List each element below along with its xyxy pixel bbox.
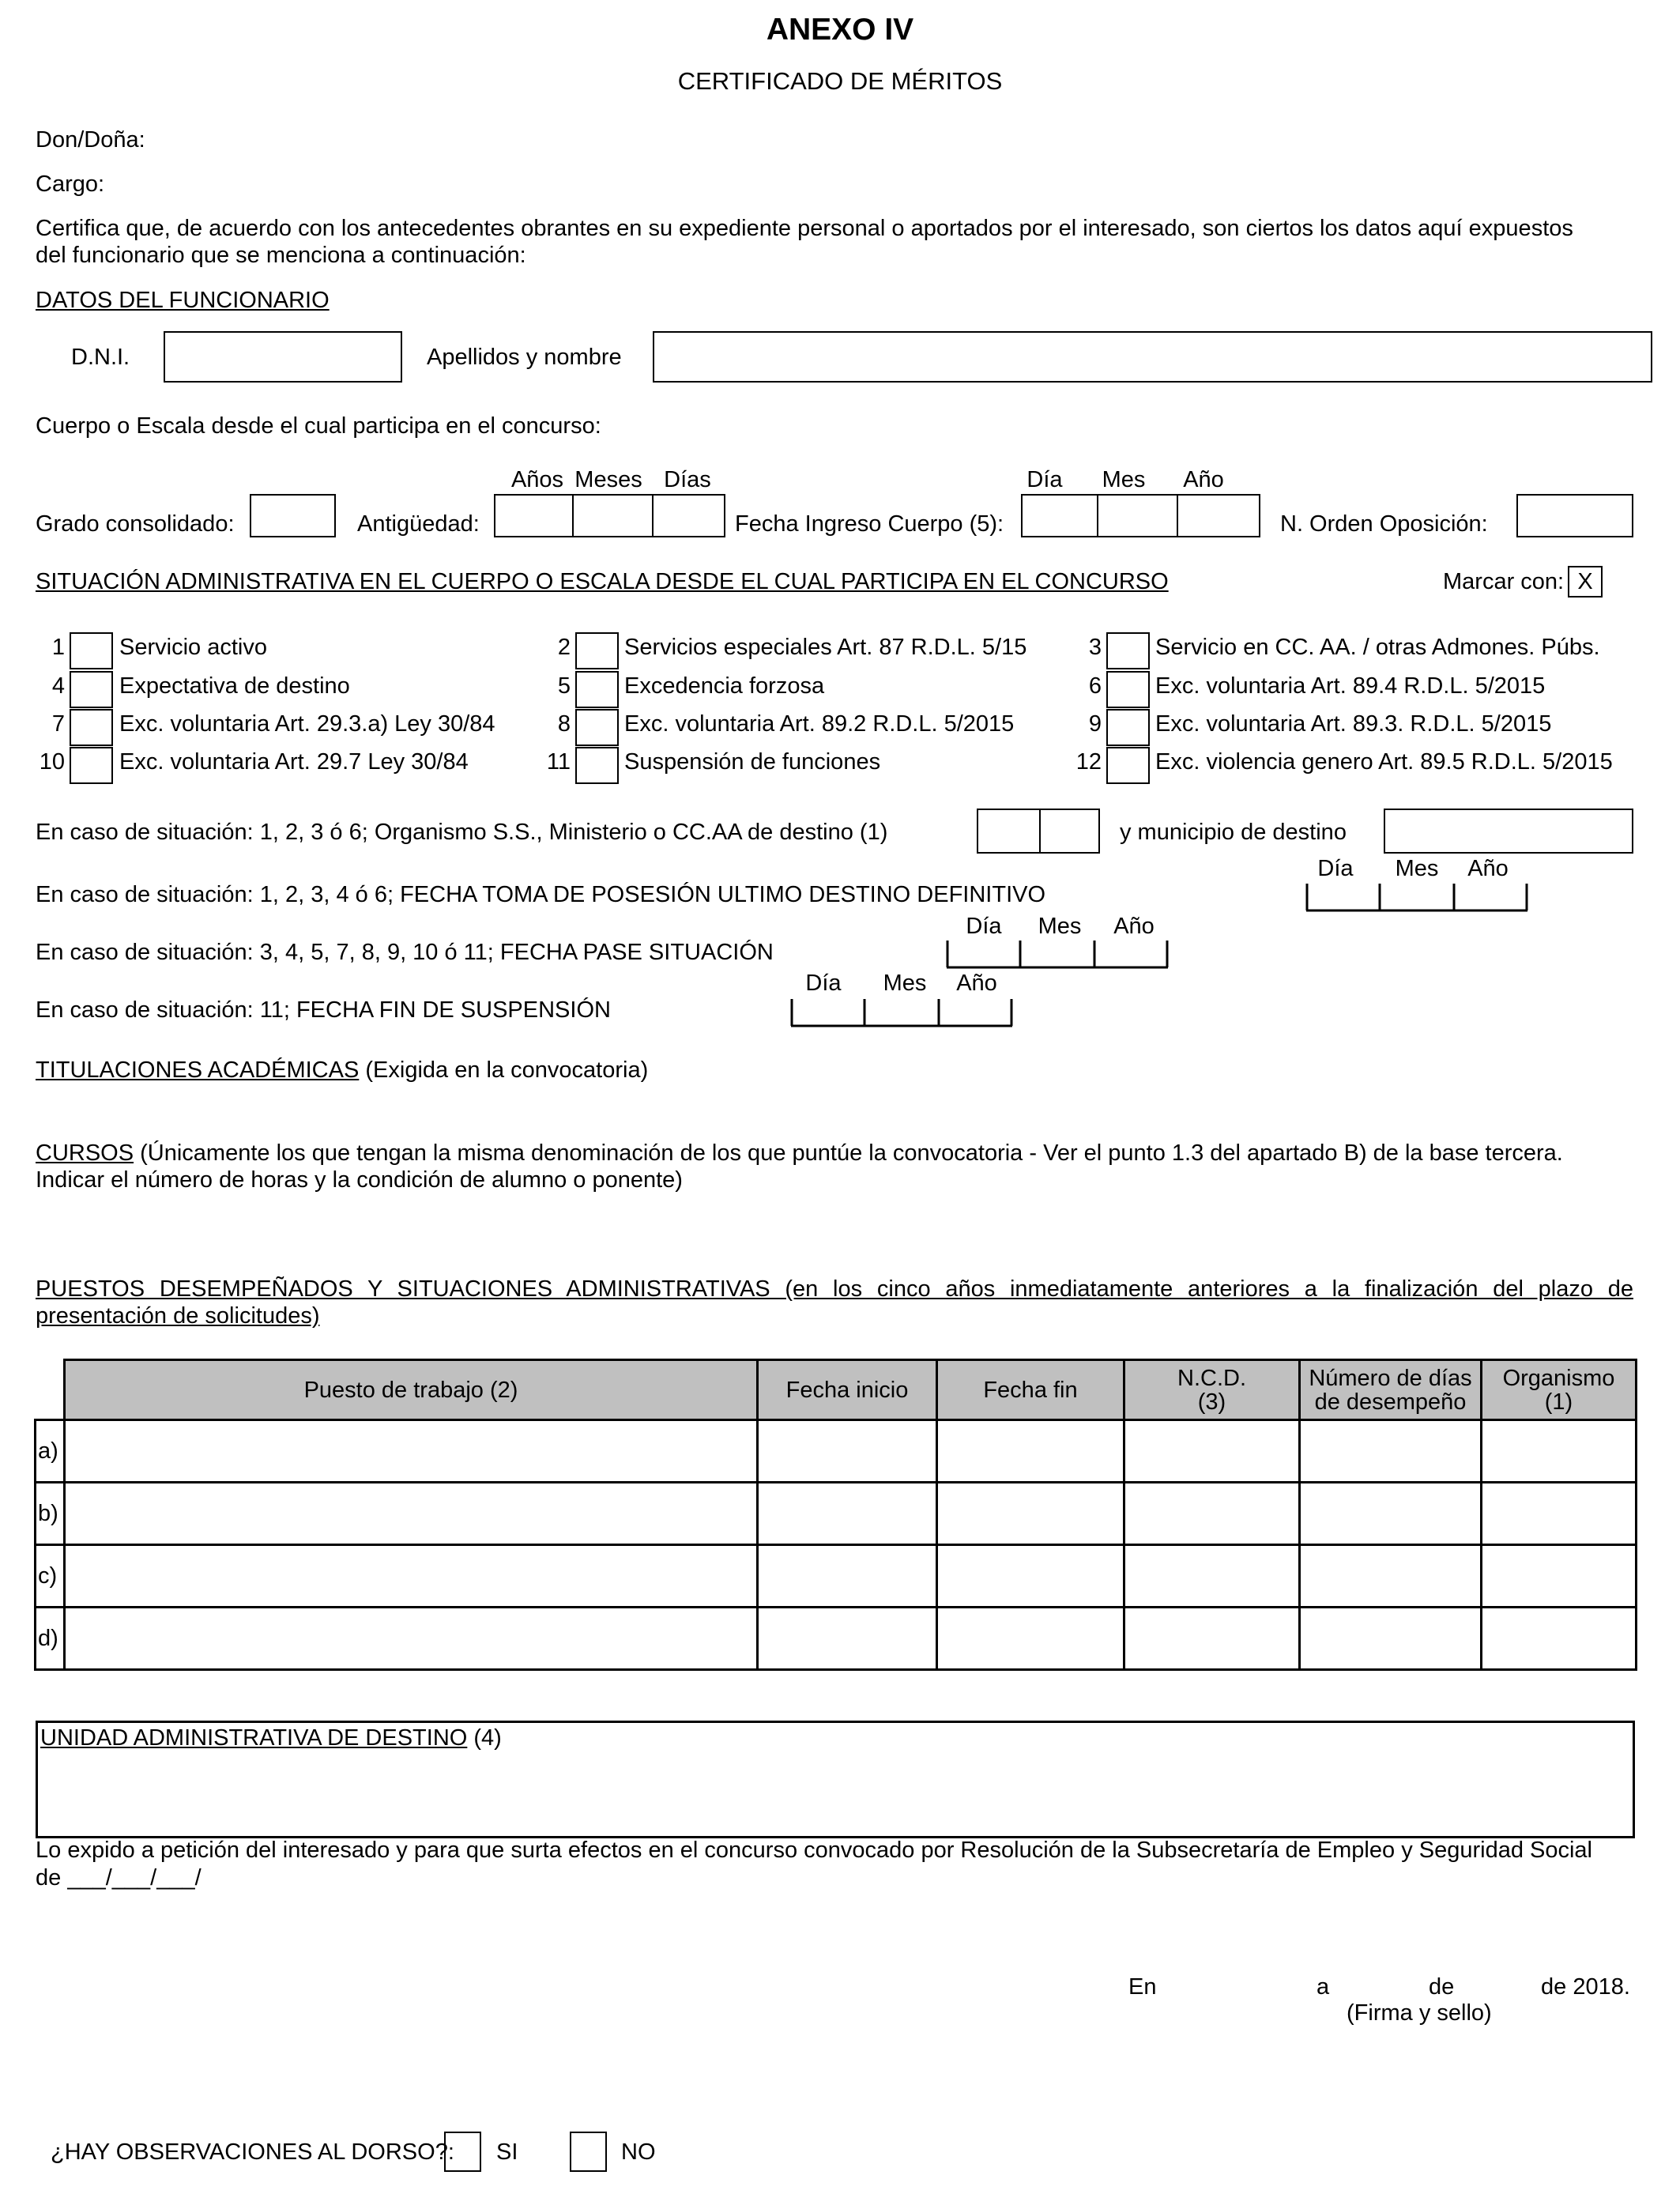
caso-fin-label: En caso de situación: 11; FECHA FIN DE SUSPENSIÓN	[36, 997, 611, 1023]
cell-fecha-fin[interactable]	[937, 1420, 1124, 1483]
col-header-dias-l1: Número de días	[1309, 1365, 1472, 1391]
toma-col-mes: Mes	[1395, 856, 1439, 881]
cell-puesto[interactable]	[65, 1483, 758, 1545]
page-title: ANEXO IV	[766, 13, 914, 47]
col-header-puesto	[65, 1360, 758, 1420]
nombre-field[interactable]	[653, 331, 1652, 383]
organismo-field-2[interactable]	[1039, 809, 1100, 854]
unidad-title: UNIDAD ADMINISTRATIVA DE DESTINO	[40, 1725, 468, 1751]
situacion-num-5: 5	[557, 673, 571, 699]
observaciones-si-checkbox[interactable]	[444, 2132, 481, 2172]
col-header-fecha-fin-text: Fecha fin	[983, 1377, 1078, 1403]
col-header-dias	[1300, 1360, 1482, 1420]
antiguedad-col-dias: Días	[664, 467, 711, 492]
cell-dias[interactable]	[1300, 1420, 1482, 1483]
situacion-num-9: 9	[1088, 711, 1102, 737]
col-header-ncd	[1124, 1360, 1300, 1420]
situacion-label-8: Exc. voluntaria Art. 89.2 R.D.L. 5/2015	[624, 711, 1015, 737]
cursos-note-line1: (Únicamente los que tengan la misma denominación de los que puntúe la convocatoria - Ver el punto 1.3 del apartado B) de la base tercera.	[134, 1140, 1563, 1166]
date-cells-graphic	[790, 999, 1013, 1027]
cell-organismo[interactable]	[1482, 1483, 1637, 1545]
situacion-num-11: 11	[546, 749, 571, 775]
fin-col-dia: Día	[805, 971, 842, 996]
antiguedad-label: Antigüedad:	[357, 511, 480, 537]
situacion-num-1: 1	[51, 635, 65, 660]
antiguedad-dias-field[interactable]	[652, 494, 725, 537]
caso-pase-label: En caso de situación: 3, 4, 5, 7, 8, 9, 10 ó 11; FECHA PASE SITUACIÓN	[36, 940, 774, 965]
grado-label: Grado consolidado:	[36, 511, 235, 537]
lugar-en-label: En	[1128, 1974, 1157, 2000]
caso-organismo-label: En caso de situación: 1, 2, 3 ó 6; Organismo S.S., Ministerio o CC.AA de destino (1)	[36, 820, 888, 845]
situacion-checkbox-2[interactable]	[575, 632, 619, 669]
antiguedad-anos-field[interactable]	[494, 494, 574, 537]
situacion-checkbox-12[interactable]	[1106, 747, 1150, 784]
fin-col-mes: Mes	[883, 971, 927, 996]
table-row	[36, 1483, 1637, 1545]
situacion-num-6: 6	[1088, 673, 1102, 699]
situacion-checkbox-9[interactable]	[1106, 709, 1150, 746]
cell-ncd[interactable]	[1124, 1483, 1300, 1545]
ingreso-mes-field[interactable]	[1097, 494, 1178, 537]
toma-col-dia: Día	[1317, 856, 1354, 881]
fecha-a-label: a	[1317, 1974, 1330, 2000]
fin-date-field[interactable]	[790, 999, 1013, 1027]
situacion-label-3: Servicio en CC. AA. / otras Admones. Púbs.	[1155, 635, 1600, 660]
col-header-organismo	[1482, 1360, 1637, 1420]
antiguedad-col-anos: Años	[510, 467, 564, 492]
section-situacion: SITUACIÓN ADMINISTRATIVA EN EL CUERPO O ESCALA DESDE EL CUAL PARTICIPA EN EL CONCURSO	[36, 569, 1169, 594]
orden-field[interactable]	[1516, 494, 1633, 537]
cursos-title: CURSOS	[36, 1140, 134, 1166]
situacion-num-12: 12	[1075, 749, 1102, 775]
firma-label: (Firma y sello)	[1347, 2000, 1492, 2026]
cell-fecha-fin[interactable]	[937, 1545, 1124, 1608]
unidad-heading	[40, 1725, 502, 1751]
cell-fecha-fin[interactable]	[937, 1483, 1124, 1545]
nombre-label: Apellidos y nombre	[427, 345, 622, 370]
situacion-checkbox-6[interactable]	[1106, 671, 1150, 708]
antiguedad-meses-field[interactable]	[572, 494, 654, 537]
dni-field[interactable]	[164, 331, 402, 383]
grado-field[interactable]	[250, 494, 336, 537]
pase-col-ano: Año	[1113, 914, 1155, 939]
pase-date-field[interactable]	[946, 941, 1169, 969]
ingreso-col-dia: Día	[1026, 467, 1063, 492]
organismo-field-1[interactable]	[977, 809, 1041, 854]
cell-dias[interactable]	[1300, 1608, 1482, 1670]
cell-dias[interactable]	[1300, 1483, 1482, 1545]
situacion-label-7: Exc. voluntaria Art. 29.3.a) Ley 30/84	[119, 711, 495, 737]
col-header-organismo-l1: Organismo	[1502, 1365, 1615, 1391]
cargo-label: Cargo:	[36, 172, 105, 197]
cursos-note-line2: Indicar el número de horas y la condición de alumno o ponente)	[36, 1167, 683, 1193]
situacion-label-1: Servicio activo	[119, 635, 267, 660]
cell-ncd[interactable]	[1124, 1608, 1300, 1670]
situacion-label-12: Exc. violencia genero Art. 89.5 R.D.L. 5/2015	[1155, 749, 1613, 775]
situacion-num-3: 3	[1088, 635, 1102, 660]
situacion-checkbox-11[interactable]	[575, 747, 619, 784]
situacion-label-10: Exc. voluntaria Art. 29.7 Ley 30/84	[119, 749, 469, 775]
situacion-checkbox-7[interactable]	[70, 709, 113, 746]
col-header-dias-l2: de desempeño	[1314, 1389, 1467, 1415]
table-row	[36, 1420, 1637, 1483]
situacion-num-2: 2	[557, 635, 571, 660]
unidad-note: (4)	[467, 1725, 502, 1751]
titulaciones-title: TITULACIONES ACADÉMICAS	[36, 1057, 360, 1083]
cell-ncd[interactable]	[1124, 1545, 1300, 1608]
table-row	[36, 1545, 1637, 1608]
cell-puesto[interactable]	[65, 1545, 758, 1608]
unidad-box[interactable]	[36, 1721, 1635, 1838]
date-cells-graphic	[946, 941, 1169, 969]
col-header-puesto-text: Puesto de trabajo (2)	[303, 1377, 518, 1403]
cuerpo-label: Cuerpo o Escala desde el cual participa en el concurso:	[36, 413, 601, 439]
header-corner	[36, 1360, 65, 1420]
puestos-title-line2: presentación de solicitudes)	[36, 1303, 320, 1329]
situacion-num-4: 4	[51, 673, 65, 699]
observaciones-no-label: NO	[621, 2139, 656, 2165]
puestos-table	[34, 1359, 1637, 1671]
cell-fecha-inicio[interactable]	[758, 1420, 937, 1483]
cell-fecha-fin[interactable]	[937, 1608, 1124, 1670]
ingreso-col-mes: Mes	[1102, 467, 1146, 492]
situacion-checkbox-5[interactable]	[575, 671, 619, 708]
cell-dias[interactable]	[1300, 1545, 1482, 1608]
col-header-fecha-inicio	[758, 1360, 937, 1420]
situacion-num-8: 8	[557, 711, 571, 737]
page-subtitle: CERTIFICADO DE MÉRITOS	[677, 67, 1003, 95]
situacion-label-9: Exc. voluntaria Art. 89.3. R.D.L. 5/2015	[1155, 711, 1552, 737]
titulaciones-note: (Exigida en la convocatoria)	[359, 1057, 649, 1083]
col-header-ncd-l1: N.C.D.	[1177, 1365, 1246, 1391]
fecha-year-label: de 2018.	[1541, 1974, 1630, 2000]
row-label: a)	[36, 1420, 65, 1483]
fin-col-ano: Año	[956, 971, 997, 996]
orden-label: N. Orden Oposición:	[1280, 511, 1488, 537]
observaciones-label: ¿HAY OBSERVACIONES AL DORSO?:	[51, 2139, 454, 2165]
cell-organismo[interactable]	[1482, 1608, 1637, 1670]
situacion-label-6: Exc. voluntaria Art. 89.4 R.D.L. 5/2015	[1155, 673, 1546, 699]
ingreso-col-ano: Año	[1183, 467, 1224, 492]
row-label: d)	[36, 1608, 65, 1670]
antiguedad-col-meses: Meses	[574, 467, 642, 492]
cell-fecha-inicio[interactable]	[758, 1483, 937, 1545]
cell-organismo[interactable]	[1482, 1545, 1637, 1608]
toma-date-field[interactable]	[1305, 884, 1528, 912]
dni-label: D.N.I.	[71, 345, 130, 370]
cursos-heading	[36, 1140, 1563, 1167]
date-cells-graphic	[1305, 884, 1528, 912]
pase-col-dia: Día	[966, 914, 1002, 939]
situacion-label-11: Suspensión de funciones	[624, 749, 881, 775]
situacion-label-5: Excedencia forzosa	[624, 673, 825, 699]
puestos-title-line1: PUESTOS DESEMPEÑADOS Y SITUACIONES ADMINISTRATIVAS (en los cinco años inmediatamente anteriores a la finalización del plazo de	[36, 1276, 1633, 1302]
col-header-fecha-fin	[937, 1360, 1124, 1420]
situacion-num-10: 10	[39, 749, 65, 775]
municipio-label: y municipio de destino	[1120, 820, 1347, 845]
caso-toma-label: En caso de situación: 1, 2, 3, 4 ó 6; FECHA TOMA DE POSESIÓN ULTIMO DESTINO DEFINITIVO	[36, 882, 1046, 907]
situacion-label-2: Servicios especiales Art. 87 R.D.L. 5/15	[624, 635, 1027, 660]
situacion-checkbox-10[interactable]	[70, 747, 113, 784]
cell-puesto[interactable]	[65, 1420, 758, 1483]
section-datos-funcionario: DATOS DEL FUNCIONARIO	[36, 288, 330, 313]
cell-fecha-inicio[interactable]	[758, 1545, 937, 1608]
situacion-checkbox-1[interactable]	[70, 632, 113, 669]
cell-organismo[interactable]	[1482, 1420, 1637, 1483]
situacion-checkbox-4[interactable]	[70, 671, 113, 708]
cell-ncd[interactable]	[1124, 1420, 1300, 1483]
marcar-example-box: X	[1568, 566, 1603, 598]
ingreso-ano-field[interactable]	[1177, 494, 1260, 537]
certifica-text-line1: Certifica que, de acuerdo con los antecedentes obrantes en su expediente personal o aportados por el interesado, son ciertos los datos aquí expuestos	[36, 216, 1573, 241]
municipio-field[interactable]	[1384, 809, 1633, 854]
marcar-label: Marcar con:	[1443, 569, 1565, 594]
row-label: c)	[36, 1545, 65, 1608]
fecha-de-label: de	[1429, 1974, 1455, 2000]
fecha-ingreso-label: Fecha Ingreso Cuerpo (5):	[735, 511, 1004, 537]
col-header-ncd-l2: (3)	[1197, 1389, 1226, 1415]
titulaciones-heading	[36, 1057, 648, 1084]
table-row	[36, 1608, 1637, 1670]
col-header-organismo-l2: (1)	[1544, 1389, 1573, 1415]
expido-line1: Lo expido a petición del interesado y para que surta efectos en el concurso convocado por Resolución de la Subsecretaría de Empleo y Seguridad Social	[36, 1838, 1593, 1863]
situacion-checkbox-8[interactable]	[575, 709, 619, 746]
situacion-checkbox-3[interactable]	[1106, 632, 1150, 669]
toma-col-ano: Año	[1467, 856, 1509, 881]
cell-fecha-inicio[interactable]	[758, 1608, 937, 1670]
certifica-text-line2: del funcionario que se menciona a continuación:	[36, 243, 526, 268]
situacion-label-4: Expectativa de destino	[119, 673, 350, 699]
row-label: b)	[36, 1483, 65, 1545]
expido-line2: de ___/___/___/	[36, 1865, 202, 1891]
observaciones-no-checkbox[interactable]	[570, 2132, 607, 2172]
cell-puesto[interactable]	[65, 1608, 758, 1670]
pase-col-mes: Mes	[1038, 914, 1082, 939]
situacion-num-7: 7	[51, 711, 65, 737]
ingreso-dia-field[interactable]	[1021, 494, 1098, 537]
observaciones-si-label: SI	[496, 2139, 518, 2165]
puestos-header-row	[36, 1360, 1637, 1420]
col-header-fecha-inicio-text: Fecha inicio	[785, 1377, 909, 1403]
don-label: Don/Doña:	[36, 127, 145, 153]
